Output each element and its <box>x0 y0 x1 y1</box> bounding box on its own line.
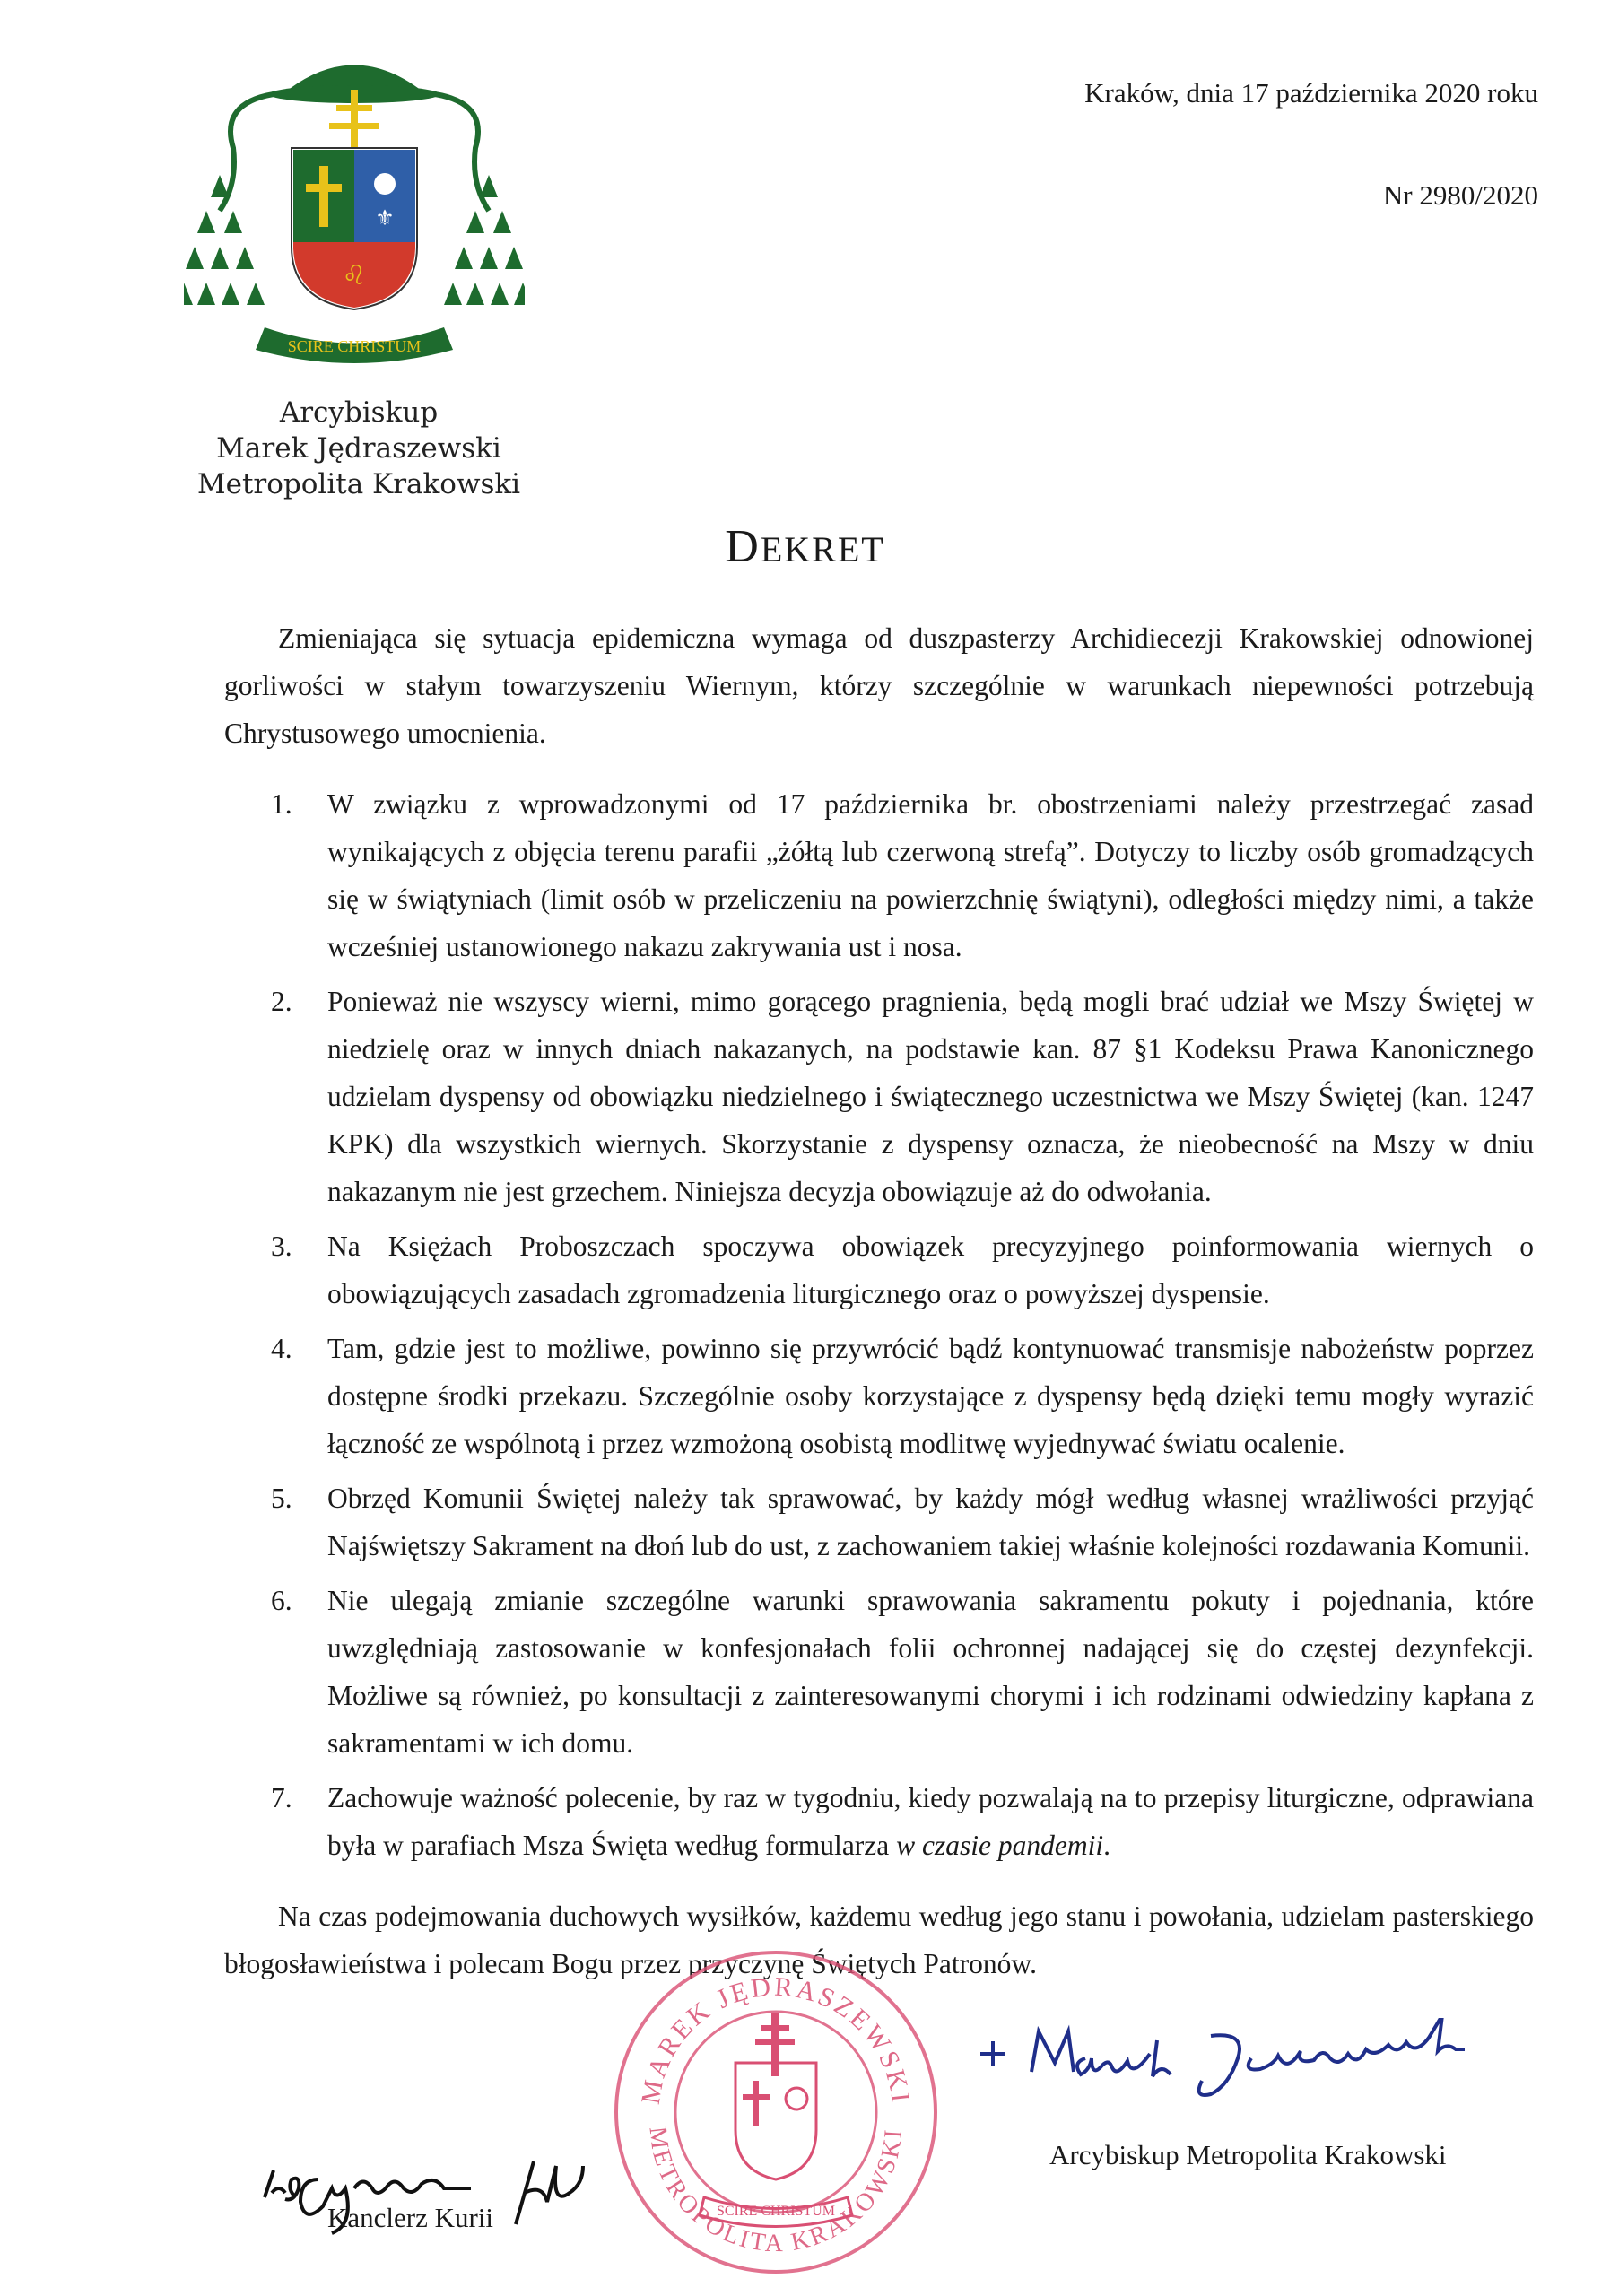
item-number: 5. <box>271 1483 292 1514</box>
item-tail: . <box>1103 1830 1110 1861</box>
list-item <box>224 1474 1534 1570</box>
title-initial: D <box>725 521 761 572</box>
archbishop-label: Arcybiskup Metropolita Krakowski <box>1049 2139 1447 2170</box>
item-text: Nie ulegają zmianie szczególne warunki sprawowania sakramentu pokuty i pojednania, które uwzględniają zastosowanie w konfesjonałach folii ochronnej nadającej się do częstej dezynfekcji. Możliwe są również, po konsultacji z zainteresowanymi chorymi i ich rodzinami odwiedziny kapłana z sakramentami w ich domu. <box>327 1585 1534 1759</box>
issuer-name-block <box>152 395 565 502</box>
issuer-name: Marek Jędraszewski <box>216 432 501 465</box>
title-rest: EKRET <box>760 529 885 570</box>
list-item <box>224 1774 1534 1869</box>
item-number: 6. <box>271 1585 292 1616</box>
place-and-date: Kraków, dnia 17 października 2020 roku <box>1084 77 1538 109</box>
item-number: 1. <box>271 788 292 820</box>
item-number: 3. <box>271 1231 292 1262</box>
closing-paragraph: Na czas podejmowania duchowych wysiłków, każdemu według jego stanu i powołania, udzielam pasterskiego błogosławieństwa i polecam Bogu przez przyczynę Świętych Patronów. <box>224 1900 1534 1979</box>
document-title <box>0 520 1610 573</box>
item-text: Na Księżach Proboszczach spoczywa obowiązek precyzyjnego poinformowania wiernych o obowiązujących zasadach zgromadzenia liturgicznego oraz o powyższej dyspensie. <box>327 1231 1534 1309</box>
coat-of-arms-emblem <box>184 40 525 372</box>
item-number: 7. <box>271 1782 292 1813</box>
chancellor-label: Kanclerz Kurii <box>327 2202 494 2233</box>
decree-items-list <box>224 780 1534 1869</box>
issuer-title: Arcybiskup <box>279 396 439 429</box>
document-number: Nr 2980/2020 <box>1382 179 1538 211</box>
item-italic-phrase: w czasie pandemii <box>896 1830 1104 1861</box>
item-text: Obrzęd Komunii Świętej należy tak sprawować, by każdy mógł według własnej wrażliwości przyjąć Najświętszy Sakrament na dłoń lub do ust, z zachowaniem takiej właśnie kolejności rozdawania Komunii. <box>327 1483 1534 1561</box>
svg-text:SCIRE CHRISTUM: SCIRE CHRISTUM <box>716 2204 836 2219</box>
intro-paragraph: Zmieniająca się sytuacja epidemiczna wymaga od duszpasterzy Archidiecezji Krakowskiej odnowionej gorliwości w stałym towarzyszeniu Wiernym, którzy szczególnie w warunkach niepewności potrzebują Chrystusowego umocnienia. <box>224 622 1534 749</box>
svg-text:METROPOLITA KRAKOWSKI: METROPOLITA KRAKOWSKI <box>643 2125 909 2258</box>
svg-text:MAREK JĘDRASZEWSKI: MAREK JĘDRASZEWSKI <box>635 1971 916 2107</box>
motto-ribbon-text: SCIRE CHRISTUM <box>287 337 422 355</box>
svg-text:♌: ♌ <box>342 260 367 291</box>
archbishop-signature <box>964 2018 1592 2117</box>
item-number: 4. <box>271 1333 292 1364</box>
list-item <box>224 780 1534 970</box>
item-number: 2. <box>271 986 292 1017</box>
item-text: W związku z wprowadzonymi od 17 października br. obostrzeniami należy przestrzegać zasad wynikających z objęcia terenu parafii „żółtą lub czerwoną strefą”. Dotyczy to liczby osób gromadzących się w świątyniach (limit osób w przeliczeniu na powierzchnię świątyni), odległości między nimi, a także wcześniej ustanowionego nakazu zakrywania ust i nosa. <box>327 788 1534 962</box>
list-item <box>224 978 1534 1215</box>
list-item <box>224 1325 1534 1467</box>
list-item <box>224 1577 1534 1767</box>
item-text: Tam, gdzie jest to możliwe, powinno się przywrócić bądź kontynuować transmisje nabożeństw poprzez dostępne środki przekazu. Szczególnie osoby korzystające z dyspensy będą dzięki temu mogły wyrazić łączność ze wspólnotą i przez wzmożoną osobistą modlitwę wyjednywać światu ocalenie. <box>327 1333 1534 1459</box>
item-text: Zachowuje ważność polecenie, by raz w tygodniu, kiedy pozwalają na to przepisy liturgiczne, odprawiana była w parafiach Msza Święta według formularza <box>327 1782 1534 1861</box>
decree-body <box>224 614 1534 1987</box>
list-item <box>224 1222 1534 1318</box>
svg-text:⚜: ⚜ <box>375 205 395 230</box>
issuer-office: Metropolita Krakowski <box>196 468 521 500</box>
item-text: Ponieważ nie wszyscy wierni, mimo gorącego pragnienia, będą mogli brać udział we Mszy Świętej w niedzielę oraz w innych dniach nakazanych, na podstawie kan. 87 §1 Kodeksu Prawa Kanonicznego udzielam dyspensy od obowiązku niedzielnego i świątecznego uczestnictwa we Mszy Świętej (kan. 1247 KPK) dla wszystkich wiernych. Skorzystanie z dyspensy oznacza, że nieobecność na Mszy w dniu nakazanym nie jest grzechem. Niniejsza decyzja obowiązuje aż do odwołania. <box>327 986 1534 1207</box>
